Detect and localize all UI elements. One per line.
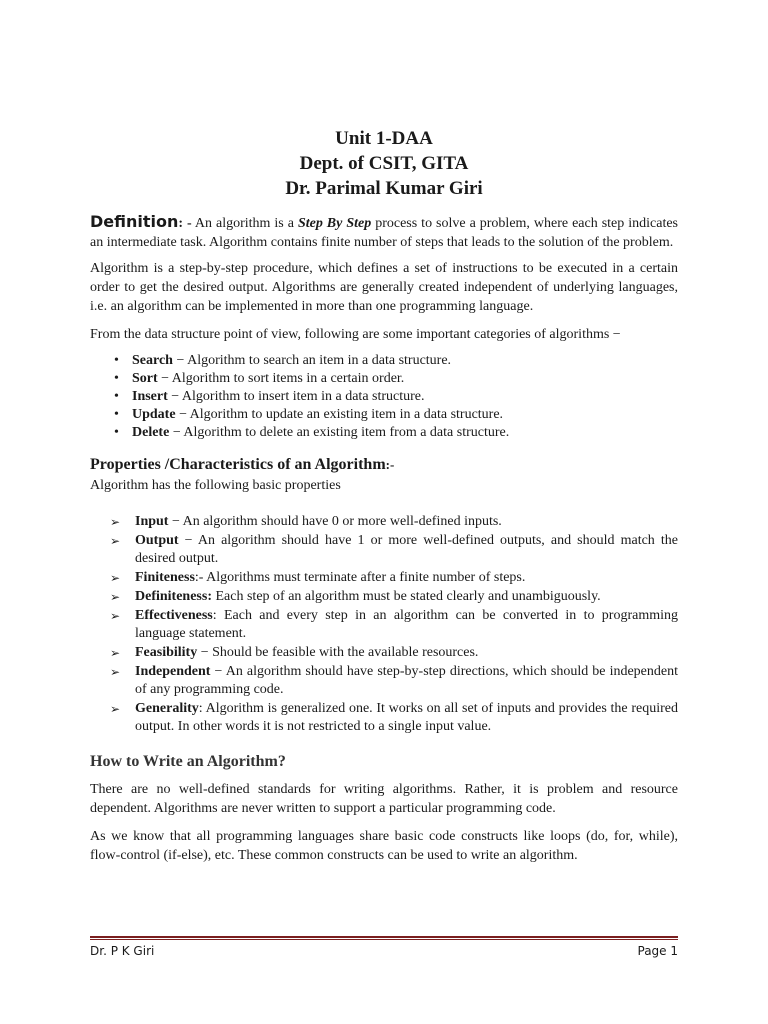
list-item — [90, 388, 678, 406]
definition-separator: : - — [178, 216, 192, 231]
properties-heading-text: Properties /Characteristics of an Algorithm — [90, 456, 386, 473]
definition-label: Definition — [90, 212, 179, 231]
property-desc: : Algorithm is generalized one. It works on all set of inputs and provides the required output. In other words it is not restricted to a single input value. — [135, 701, 678, 734]
property-term: Effectiveness — [135, 608, 213, 623]
page-footer — [90, 944, 678, 958]
definition-text-a: An algorithm is a — [191, 216, 298, 231]
bullet-icon: • — [114, 407, 119, 422]
list-item — [90, 532, 678, 568]
categories-intro-paragraph: From the data structure point of view, following are some important categories of algorithms − — [90, 327, 621, 342]
list-item — [90, 513, 678, 531]
list-item — [90, 370, 678, 388]
footer-divider-thin — [90, 939, 678, 940]
arrow-bullet-icon: ➢ — [110, 702, 121, 716]
property-term: Independent — [135, 664, 211, 679]
property-desc: − An algorithm should have 0 or more well-defined inputs. — [168, 514, 502, 529]
definition-text-b: process to solve a problem, where each step indicates an intermediate task. Algorithm contains finite number of steps that leads to the solution of the problem. — [90, 216, 679, 250]
bullet-icon: • — [114, 353, 119, 368]
header-unit: Unit 1-DAA — [335, 128, 433, 149]
how-paragraph-2: As we know that all programming languages share basic code constructs like loops (do, for, while), flow-control (if-else), etc. These common constructs can be used to write an algorithm. — [90, 829, 678, 863]
property-desc: − Should be feasible with the available resources. — [197, 645, 479, 660]
how-to-write-heading: How to Write an Algorithm? — [90, 753, 286, 770]
header-title-block — [90, 126, 678, 201]
property-term: Output — [135, 533, 179, 548]
category-term: Delete — [132, 425, 170, 440]
definition-paragraph — [90, 212, 678, 252]
footer-divider — [90, 936, 678, 938]
category-term: Insert — [132, 389, 168, 404]
header-author: Dr. Parimal Kumar Giri — [285, 178, 483, 199]
list-item — [90, 406, 678, 424]
property-term: Finiteness — [135, 570, 195, 585]
category-term: Search — [132, 353, 173, 368]
category-desc: − Algorithm to sort items in a certain order. — [157, 371, 405, 386]
property-desc: :- Algorithms must terminate after a finite number of steps. — [194, 570, 526, 585]
property-term: Generality — [135, 701, 199, 716]
category-term: Sort — [132, 371, 158, 386]
algorithm-description-paragraph: Algorithm is a step-by-step procedure, which defines a set of instructions to be executed in a certain order to get the desired output. Algorithms are generally created independent of underlying languages, i.e. an algorithm can be implemented in more than one programming language. — [90, 261, 678, 314]
property-term: Input — [135, 514, 169, 529]
list-item — [90, 588, 678, 606]
category-desc: − Algorithm to search an item in a data structure. — [172, 353, 452, 368]
category-desc: − Algorithm to update an existing item in a data structure. — [175, 407, 504, 422]
how-paragraph-1: There are no well-defined standards for writing algorithms. Rather, it is problem and resource dependent. Algorithms are never written to support a particular programming code. — [90, 782, 678, 816]
bullet-icon: • — [114, 371, 119, 386]
property-desc: : Each and every step in an algorithm can be converted in to programming language statement. — [135, 608, 678, 641]
properties-heading — [90, 455, 678, 475]
list-item — [90, 569, 678, 587]
bullet-icon: • — [114, 425, 119, 440]
property-desc: Each step of an algorithm must be stated clearly and unambiguously. — [212, 589, 601, 604]
definition-emphasis: Step By Step — [297, 216, 372, 231]
list-item — [90, 424, 678, 442]
arrow-bullet-icon: ➢ — [110, 665, 121, 679]
bullet-icon: • — [114, 389, 119, 404]
list-item — [90, 663, 678, 699]
arrow-bullet-icon: ➢ — [110, 515, 121, 529]
arrow-bullet-icon: ➢ — [110, 646, 121, 660]
arrow-bullet-icon: ➢ — [110, 534, 121, 548]
property-term: Feasibility — [135, 645, 198, 660]
property-term: Definiteness: — [135, 589, 212, 604]
header-dept: Dept. of CSIT, GITA — [299, 153, 469, 174]
arrow-bullet-icon: ➢ — [110, 609, 121, 623]
property-desc: − An algorithm should have step-by-step directions, which should be independent of any programming code. — [135, 664, 678, 697]
footer-author: Dr. P K Giri — [90, 944, 155, 958]
properties-heading-suffix: :- — [385, 457, 395, 472]
properties-list — [90, 513, 678, 736]
arrow-bullet-icon: ➢ — [110, 571, 121, 585]
arrow-bullet-icon: ➢ — [110, 590, 121, 604]
footer-page-number: Page 1 — [637, 944, 678, 958]
category-desc: − Algorithm to delete an existing item from a data structure. — [169, 425, 510, 440]
categories-list — [90, 352, 678, 442]
category-desc: − Algorithm to insert item in a data structure. — [167, 389, 425, 404]
properties-intro: Algorithm has the following basic properties — [90, 478, 341, 493]
page-content — [90, 126, 678, 865]
list-item — [90, 352, 678, 370]
property-desc: − An algorithm should have 1 or more well-defined outputs, and should match the desired output. — [135, 533, 678, 566]
category-term: Update — [132, 407, 176, 422]
list-item — [90, 700, 678, 736]
list-item — [90, 644, 678, 662]
list-item — [90, 607, 678, 643]
